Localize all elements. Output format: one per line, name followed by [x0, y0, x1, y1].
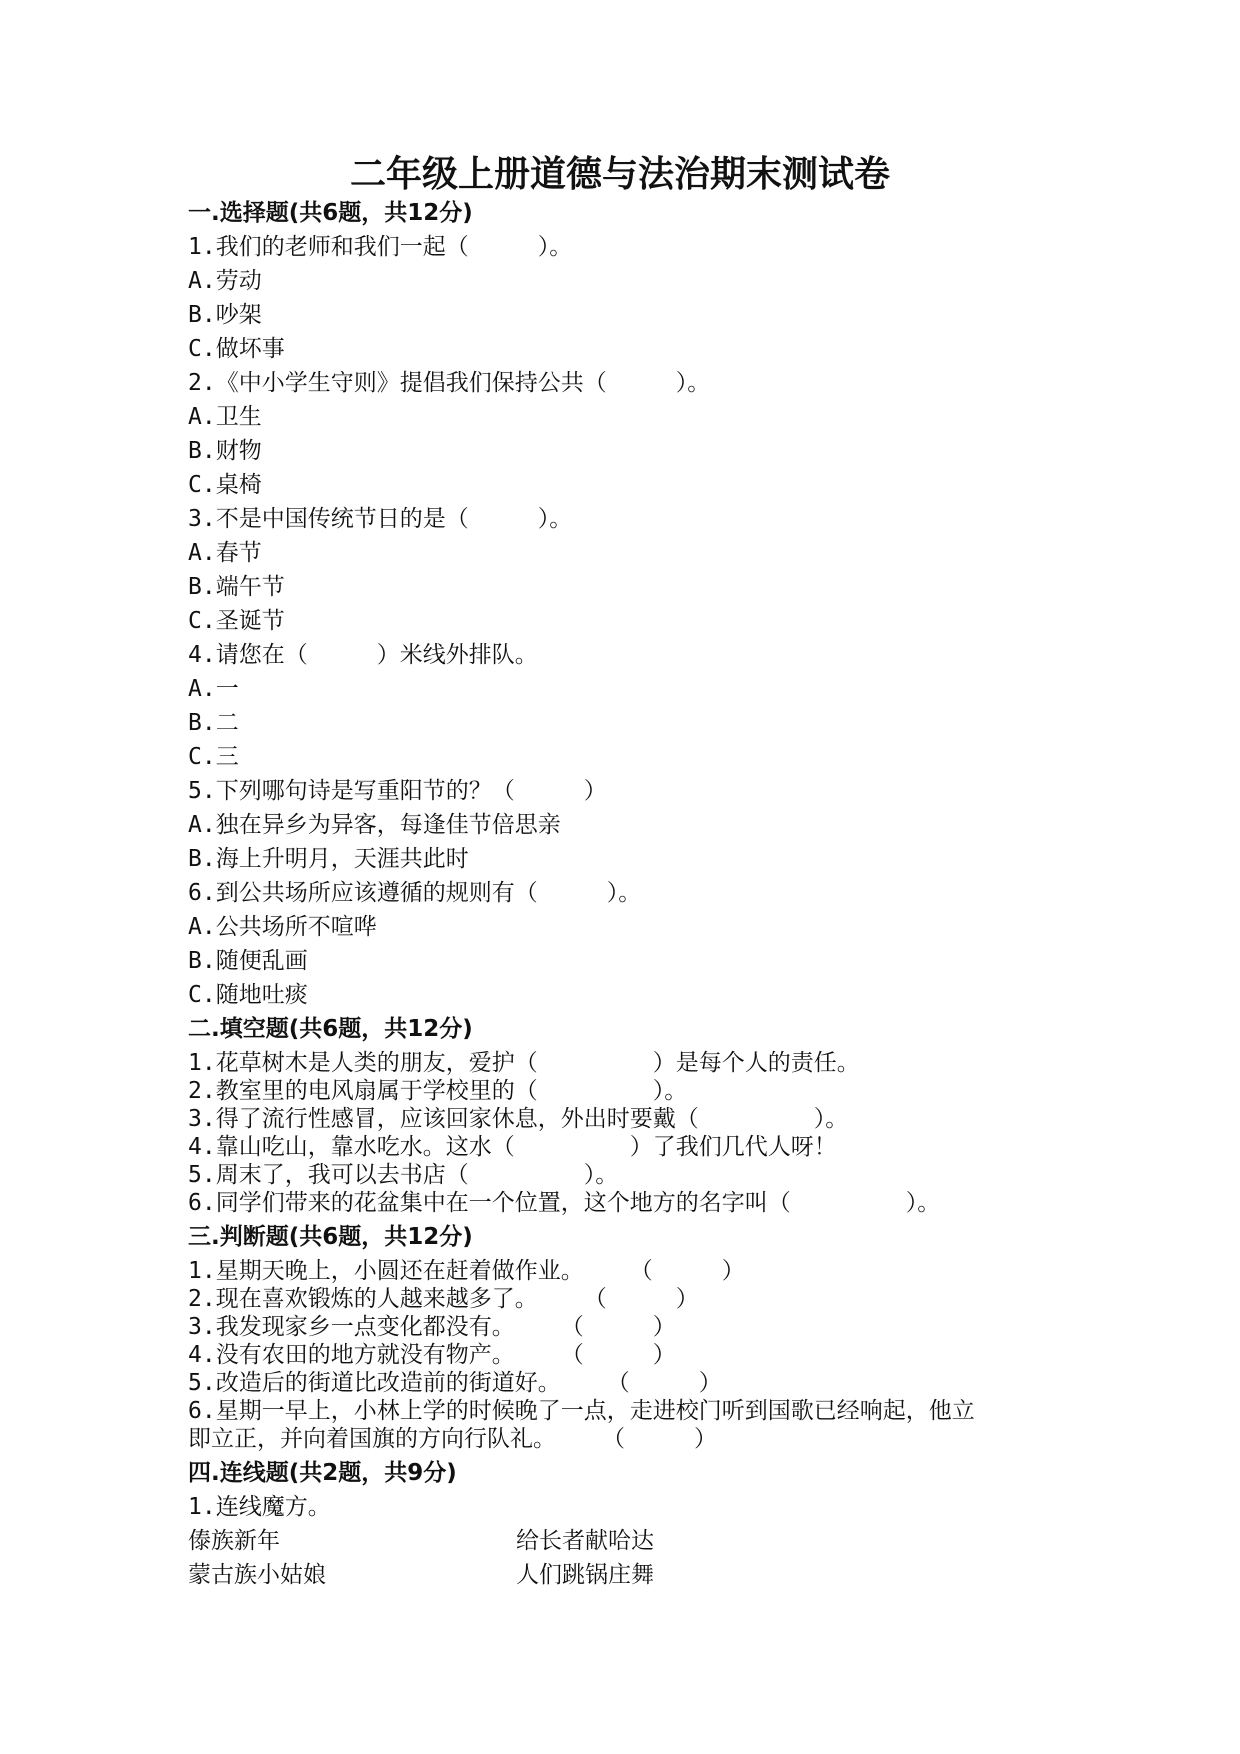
section-heading-fill: 二.填空题(共6题，共12分) [188, 1016, 473, 1042]
question-text: 1.花草树木是人类的朋友，爱护（ ）是每个人的责任。 [188, 1050, 860, 1076]
option-text: C.桌椅 [188, 472, 262, 498]
option-text: B.吵架 [188, 302, 262, 328]
question-text: 2.《中小学生守则》提倡我们保持公共（ ）。 [188, 370, 711, 396]
match-left-item: 傣族新年 [188, 1528, 280, 1554]
option-text: C.圣诞节 [188, 608, 285, 634]
option-text: C.随地吐痰 [188, 982, 308, 1008]
section-heading-match: 四.连线题(共2题，共9分) [188, 1460, 457, 1486]
option-text: B.财物 [188, 438, 262, 464]
option-text: A.公共场所不喧哗 [188, 914, 377, 940]
option-text: B.端午节 [188, 574, 285, 600]
question-text: 4.靠山吃山，靠水吃水。这水（ ）了我们几代人呀！ [188, 1134, 837, 1160]
section-heading-judge: 三.判断题(共6题，共12分) [188, 1224, 473, 1250]
question-text: 2.现在喜欢锻炼的人越来越多了。 （ ） [188, 1286, 699, 1312]
option-text: A.一 [188, 676, 239, 702]
option-text: A.独在异乡为异客，每逢佳节倍思亲 [188, 812, 561, 838]
question-text: 4.请您在（ ）米线外排队。 [188, 642, 538, 668]
option-text: C.三 [188, 744, 239, 770]
option-text: B.二 [188, 710, 239, 736]
question-text: 3.得了流行性感冒，应该回家休息，外出时要戴（ ）。 [188, 1106, 849, 1132]
option-text: C.做坏事 [188, 336, 285, 362]
question-text: 5.改造后的街道比改造前的街道好。 （ ） [188, 1370, 722, 1396]
question-text: 5.下列哪句诗是写重阳节的？（ ） [188, 778, 607, 804]
question-text: 6.星期一早上，小林上学的时候晚了一点，走进校门听到国歌已经响起，他立 [188, 1398, 975, 1424]
question-text: 6.到公共场所应该遵循的规则有（ ）。 [188, 880, 642, 906]
question-text: 5.周末了，我可以去书店（ ）。 [188, 1162, 619, 1188]
question-text: 1.星期天晚上，小圆还在赶着做作业。 （ ） [188, 1258, 745, 1284]
section-heading-choice: 一.选择题(共6题，共12分) [188, 200, 473, 226]
question-text: 1.我们的老师和我们一起（ ）。 [188, 234, 573, 260]
option-text: A.卫生 [188, 404, 262, 430]
option-text: A.春节 [188, 540, 262, 566]
question-text: 即立正，并向着国旗的方向行队礼。 （ ） [188, 1426, 717, 1452]
option-text: B.海上升明月，天涯共此时 [188, 846, 469, 872]
option-text: B.随便乱画 [188, 948, 308, 974]
question-text: 2.教室里的电风扇属于学校里的（ ）。 [188, 1078, 688, 1104]
question-text: 3.我发现家乡一点变化都没有。 （ ） [188, 1314, 676, 1340]
question-text: 1.连线魔方。 [188, 1494, 331, 1520]
option-text: A.劳动 [188, 268, 262, 294]
match-left-item: 蒙古族小姑娘 [188, 1562, 326, 1588]
question-text: 3.不是中国传统节日的是（ ）。 [188, 506, 573, 532]
match-right-item: 人们跳锅庄舞 [516, 1562, 654, 1588]
question-text: 6.同学们带来的花盆集中在一个位置，这个地方的名字叫（ ）。 [188, 1190, 941, 1216]
question-text: 4.没有农田的地方就没有物产。 （ ） [188, 1342, 676, 1368]
page-title: 二年级上册道德与法治期末测试卷 [349, 153, 890, 195]
match-right-item: 给长者献哈达 [516, 1528, 654, 1554]
